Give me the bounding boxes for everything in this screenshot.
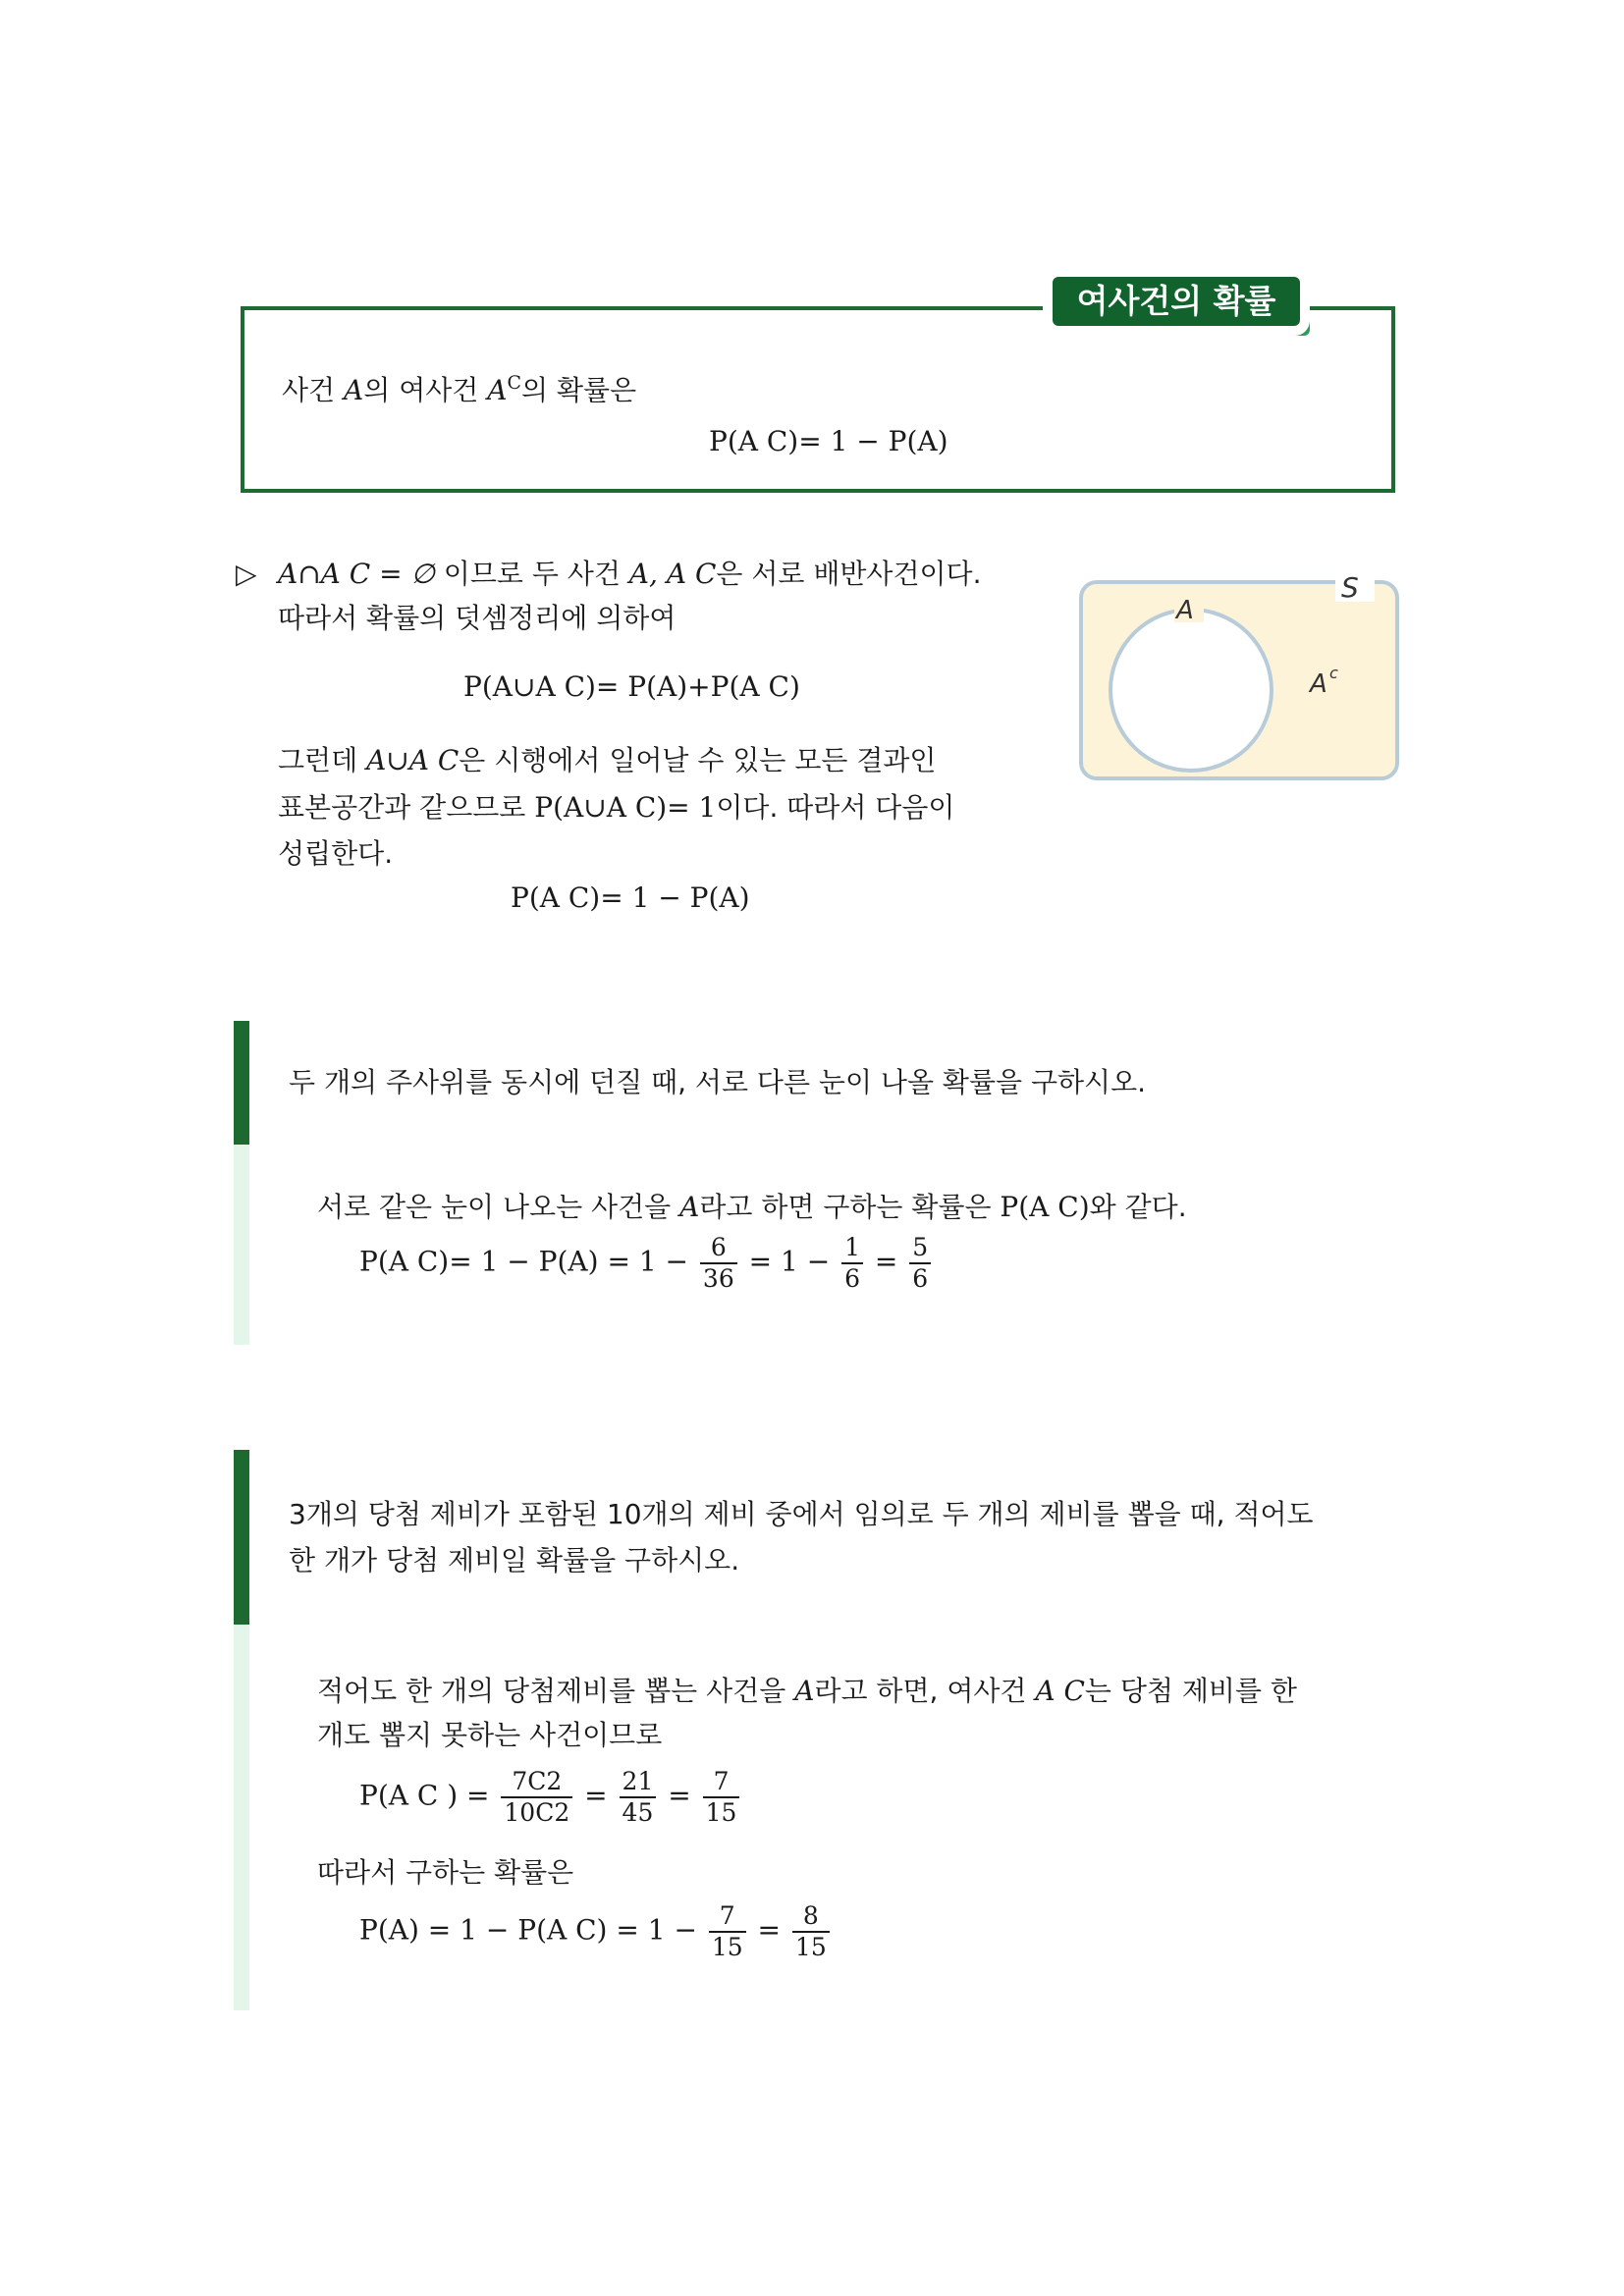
explanation-line-5: 성립한다.: [278, 837, 394, 870]
venn-label-ac-sup: c: [1329, 664, 1338, 682]
solution-2-equation-1: P(A C ) = $\frac{7C2}{10C2}$ = $\frac{21}{45}$ = $\frac{7}{15}$: [359, 1767, 742, 1828]
complement-formula: P(A C)= 1 − P(A): [511, 881, 750, 914]
explanation-line-4: 표본공간과 같으므로 P(A∪A C)= 1이다. 따라서 다음이: [278, 791, 955, 824]
solution-2-line-3: 따라서 구하는 확률은: [317, 1856, 574, 1889]
solution-2-line-1: 적어도 한 개의 당첨제비를 뽑는 사건을 A라고 하면, 여사건 A C는 당첨 제비를 한: [317, 1675, 1297, 1707]
fraction: $\frac{7}{15}$: [703, 1767, 740, 1828]
problem-1-bar: [234, 1021, 249, 1145]
problem-2-question-line-2: 한 개가 당첨 제비일 확률을 구하시오.: [289, 1544, 740, 1576]
solution-1-equation: P(A C)= 1 − P(A) = 1 − $\frac{6}{36}$ = 1 − $\frac{1}{6}$ = $\frac{5}{6}$: [359, 1233, 934, 1294]
definition-formula: P(A C)= 1 − P(A): [709, 425, 948, 457]
definition-statement: 사건 A의 여사건 $A^C$의 확률은: [282, 372, 637, 406]
explanation-line-1: A∩A C = ∅ 이므로 두 사건 A, A C은 서로 배반사건이다.: [278, 558, 982, 590]
fraction: $\frac{21}{45}$: [620, 1767, 657, 1828]
venn-label-s: S: [1341, 572, 1359, 604]
combination-fraction: $\frac{7C2}{10C2}$: [501, 1767, 572, 1828]
solution-1-bar: [234, 1145, 249, 1345]
solution-2-line-2: 개도 뽑지 못하는 사건이므로: [317, 1719, 663, 1751]
venn-label-a: A: [1176, 596, 1194, 625]
explanation-marker: ▷: [236, 558, 257, 590]
fraction: $\frac{1}{6}$: [841, 1233, 863, 1294]
solution-1-text: 서로 같은 눈이 나오는 사건을 A라고 하면 구하는 확률은 P(A C)와 같다.: [317, 1191, 1187, 1223]
definition-title: 여사건의 확률: [1076, 282, 1276, 320]
fraction: $\frac{6}{36}$: [700, 1233, 737, 1294]
solution-2-bar: [234, 1625, 249, 2010]
problem-1-question: 두 개의 주사위를 동시에 던질 때, 서로 다른 눈이 나올 확률을 구하시오.: [289, 1066, 1147, 1098]
problem-2-question-line-1: 3개의 당첨 제비가 포함된 10개의 제비 중에서 임의로 두 개의 제비를 뽑을 때, 적어도: [289, 1498, 1314, 1530]
fraction: $\frac{7}{15}$: [709, 1901, 746, 1962]
fraction: $\frac{8}{15}$: [792, 1901, 830, 1962]
solution-2-equation-2: P(A) = 1 − P(A C) = 1 − $\frac{7}{15}$ = $\frac{8}{15}$: [359, 1901, 833, 1962]
venn-diagram: [1078, 572, 1402, 783]
explanation-line-2: 따라서 확률의 덧셈정리에 의하여: [278, 602, 677, 634]
venn-label-ac: A: [1310, 669, 1327, 699]
fraction: $\frac{5}{6}$: [909, 1233, 931, 1294]
problem-2-bar: [234, 1450, 249, 1625]
event-a-circle: [1110, 610, 1272, 771]
explanation-line-3: 그런데 A∪A C은 시행에서 일어날 수 있는 모든 결과인: [278, 744, 937, 776]
addition-rule-formula: P(A∪A C)= P(A)+P(A C): [463, 670, 800, 703]
